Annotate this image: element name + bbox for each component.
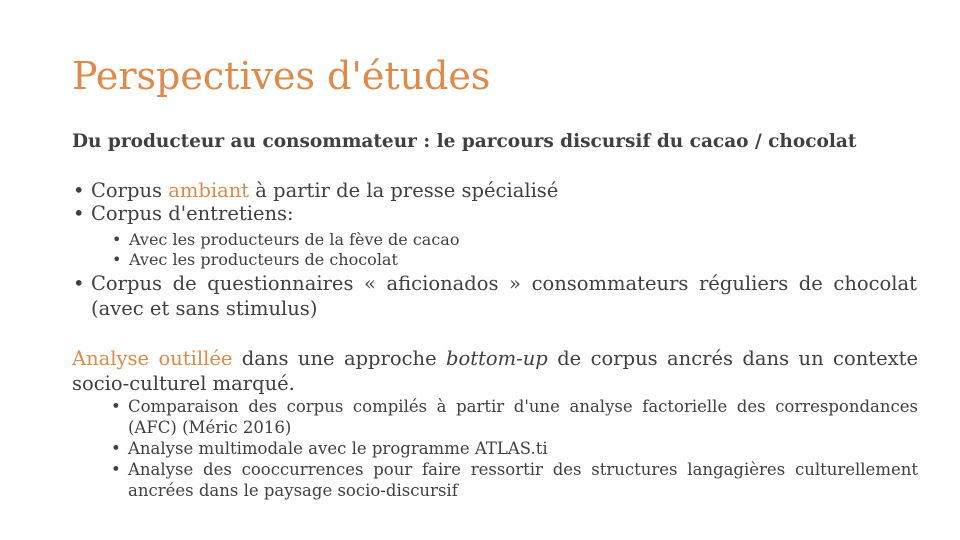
analysis-list — [128, 396, 918, 501]
corpus-list — [91, 179, 917, 225]
analysis-paragraph: Analyse outillée dans une approche bottom-up de corpus ancrés dans un contexte socio-culturel marqué. — [72, 347, 918, 395]
corpus-item-entretiens: • Corpus d'entretiens: — [91, 202, 917, 225]
corpus-item-questionnaires: • Corpus de questionnaires « aficionados » consommateurs réguliers de chocolat (avec et sans stimulus) — [91, 271, 917, 321]
sub-item: • Avec les producteurs de chocolat — [129, 250, 919, 270]
slide-title: Perspectives d'études — [72, 54, 491, 98]
entretiens-sublist — [129, 230, 919, 270]
analysis-item: • Analyse des cooccurrences pour faire ressortir des structures langagières culturellement ancrées dans le paysage socio-discursif — [128, 459, 918, 501]
analysis-item: • Analyse multimodale avec le programme ATLAS.ti — [128, 438, 918, 459]
analysis-highlight: Analyse outillée — [72, 347, 233, 370]
analysis-item: • Comparaison des corpus compilés à partir d'une analyse factorielle des correspondances (AFC) (Méric 2016) — [128, 396, 918, 438]
corpus-item-ambiant: • Corpus ambiant à partir de la presse spécialisé — [91, 179, 917, 202]
bottom-up-italic: bottom-up — [446, 347, 548, 370]
corpus-list-questionnaires — [91, 271, 917, 321]
ambiant-highlight: ambiant — [168, 179, 250, 202]
slide-subtitle: Du producteur au consommateur : le parcours discursif du cacao / chocolat — [72, 131, 857, 152]
sub-item: • Avec les producteurs de la fève de cacao — [129, 230, 919, 250]
